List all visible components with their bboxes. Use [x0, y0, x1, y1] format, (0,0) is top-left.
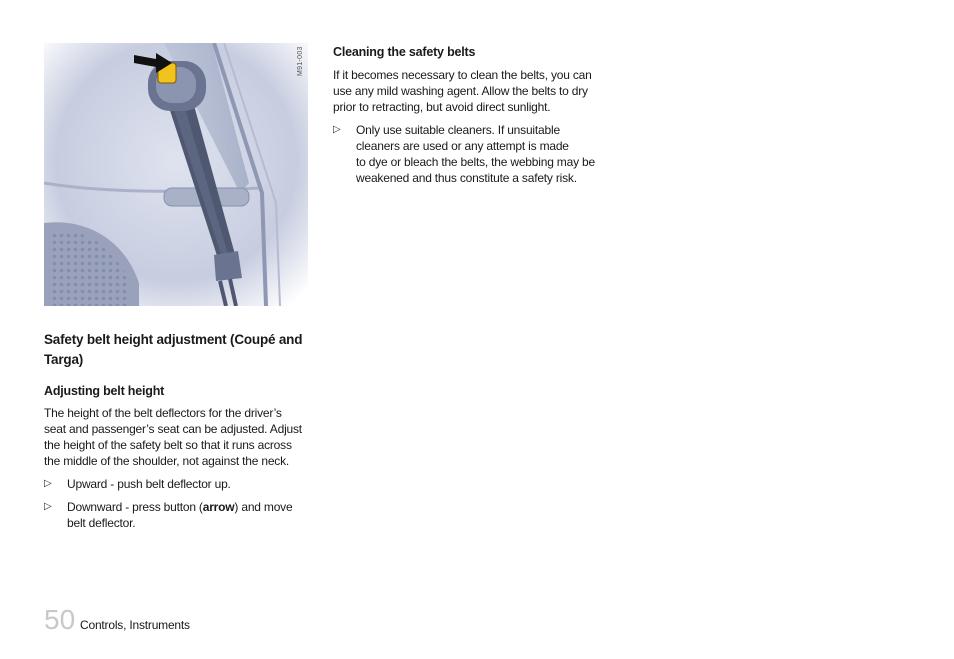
paragraph-line: the height of the safety belt so that it runs across	[44, 438, 292, 452]
bullet-item	[44, 476, 314, 492]
bullet-text-after: ) and move	[234, 500, 293, 514]
bullet-triangle-icon: ▷	[44, 478, 52, 489]
paragraph-line: prior to retracting, but avoid direct sunlight.	[333, 100, 551, 114]
paragraph-line: seat and passenger’s seat can be adjusted. Adjust	[44, 422, 302, 436]
paragraph-line: use any mild washing agent. Allow the belts to dry	[333, 84, 588, 98]
bullet-text-line: to dye or bleach the belts, the webbing may be	[356, 155, 595, 169]
page-number: 50	[44, 604, 76, 635]
bullet-text-line: Only use suitable cleaners. If unsuitable	[356, 123, 560, 137]
footer-section-name: Controls, Instruments	[80, 618, 190, 632]
paragraph-line: the middle of the shoulder, not against the neck.	[44, 454, 290, 468]
subheading: Adjusting belt height	[44, 384, 165, 398]
bullet-text-line: cleaners are used or any attempt is made	[356, 139, 569, 153]
bullet-item	[333, 122, 613, 186]
bullet-triangle-icon: ▷	[333, 124, 341, 135]
bullet-triangle-icon: ▷	[44, 501, 52, 512]
paragraph-line: The height of the belt deflectors for the driver’s	[44, 406, 282, 420]
section-heading: Safety belt height adjustment (Coupé and Targa)	[44, 332, 303, 367]
bullet-text-line: weakened and thus constitute a safety risk.	[356, 171, 577, 185]
bullet-text: Upward - push belt deflector up.	[67, 477, 231, 491]
figure-code: M91-003	[297, 46, 304, 76]
bullet-text-line: belt deflector.	[67, 516, 136, 530]
section-heading-cleaning: Cleaning the safety belts	[333, 45, 476, 59]
illustration-svg	[44, 43, 308, 306]
paragraph-line: If it becomes necessary to clean the belts, you can	[333, 68, 592, 82]
belt-deflector-illustration	[44, 43, 308, 306]
bullet-text-bold: arrow	[202, 500, 235, 514]
bullet-text-before: Downward - press button (	[67, 500, 203, 514]
bullet-item	[44, 499, 314, 531]
bullet-text-line	[67, 499, 292, 515]
